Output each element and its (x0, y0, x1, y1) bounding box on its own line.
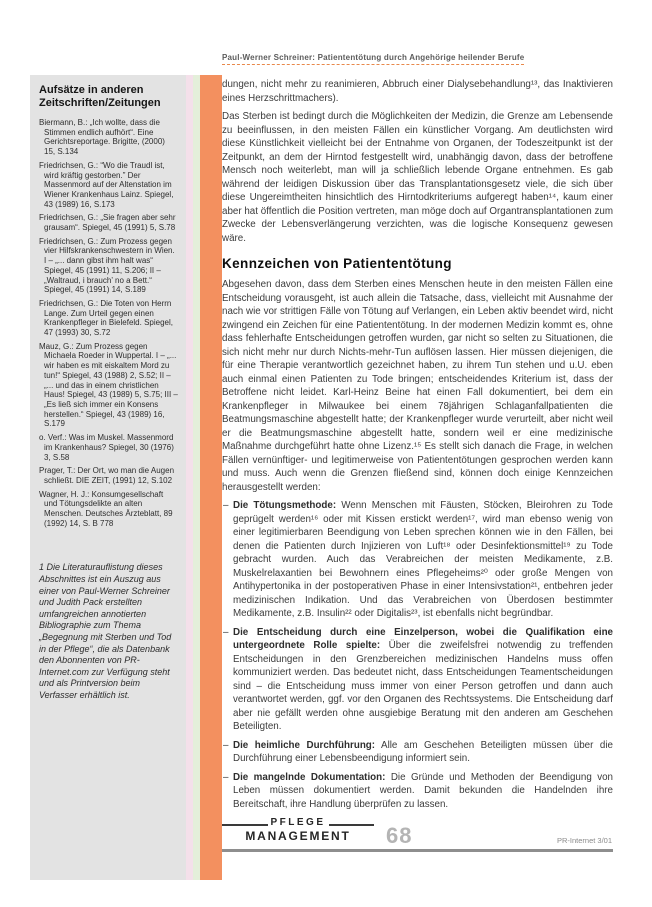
bullet-marker: – (223, 626, 229, 638)
bullet-lead: Die Tötungsmethode: (233, 500, 337, 511)
sidebar-heading: Aufsätze in anderen Zeitschriften/Zeitungen (39, 84, 161, 109)
bullet-text: Wenn Menschen mit Fäusten, Stöcken, Bleirohren zu Tode geprügelt werden¹⁶ oder mit Kissen erstickt werden¹⁷, wird man ebenso wenig von einer legitimierbaren Beendigung von Leben sprechen können wie in den Fällen, bei denen die Patienten durch Injizieren von Luft¹⁸ oder Desinfektionsmittel¹⁹ zu Tode gebracht wurden. Auch das Verabreichen der meisten Medikamente, z.B. Muskelrelaxantien bei Bewohnern eines Pflegeheims²⁰ oder große Mengen von Antihypertonika in der postoperativen Phase in einer Intensivstation²¹, entbehren jeder medizinischen Indikation. Und das Verabreichen von Überdosen bestimmter Medikamente, z.B. Insulin²² oder Digitalis²³, ist ebenfalls nicht begründbar. (233, 500, 614, 619)
bibliography-entry: Friedrichsen, G.: „Sie fragen aber sehr grausam“. Spiegel, 45 (1991) 5, S.78 (39, 213, 176, 233)
bullet-item (222, 771, 613, 812)
bullet-item (222, 626, 613, 734)
bullet-text: Die Gründe und Methoden der Beendigung von Leben müssen dokumentiert werden. Damit bekunden die Handelnden ihre Bereitschaft, ihre Handlung überprüfen zu lassen. (233, 771, 614, 810)
bibliography-entry: Friedrichsen, G.: Zum Prozess gegen vier Hilfskrankenschwestern in Wien. I – „... dann gibst ihm halt was“ Spiegel, 45 (1991) 11, S.206; II – „Waltraud, i brauch’ no a Bett.“ Spiegel, 45 (1991) 14, S.189 (39, 236, 175, 295)
sidebar-footnote: 1 Die Literaturauflistung dieses Abschnittes ist ein Auszug aus einer von Paul-Werner Schreiner und Judith Pack erstellten umfangreichen annotierten Bibliographie zum Thema „Begegnung mit Sterben und Tod in der Pflege“, die als Datenbank den Abonnenten von PR-Internet.com zur Verfügung steht und als Printversion beim Verfasser erhältlich ist. (39, 562, 172, 700)
bullet-item (222, 499, 613, 621)
bullet-marker: – (223, 739, 229, 751)
bullet-item (222, 739, 613, 766)
bibliography-entry: Mauz, G.: Zum Prozess gegen Michaela Roeder in Wuppertal. I – „... wir haben es mit eiskaltem Mord zu tun!“ Spiegel, 43 (1988) 2, S.52; II – „... und das in einem christlichen Haus! Spiegel, 43 (1989) 5, S.75; III – „Es ließ sich immer ein Konsens herstellen.“ Spiegel, 43 (1989) 16, S.179 (39, 341, 178, 429)
page-number: 68 (386, 823, 413, 848)
bullet-list (222, 499, 613, 811)
decor-strip-green (193, 75, 200, 880)
article-body (222, 78, 613, 816)
bullet-lead: Die Entscheidung durch eine Einzelperson, wobei die Qualifikation eine untergeordnete Rolle spielte: (233, 626, 613, 651)
bullet-text: Alle am Geschehen Beteiligten müssen über die Durchführung einer Lebensbeendigung informiert sein. (233, 739, 613, 764)
bibliography-entry: Prager, T.: Der Ort, wo man die Augen schließt. DIE ZEIT, (1991) 12, S.102 (39, 466, 175, 485)
logo-row-top (222, 817, 374, 828)
logo-rule-right (329, 824, 375, 826)
issue-label: PR-Internet 3/01 (556, 836, 612, 845)
paragraph-continuation: dungen, nicht mehr zu reanimieren, Abbruch einer Dialysebehandlung¹³, das Inaktivieren eines Herzschrittmachers). (222, 79, 613, 104)
footer-rule (222, 849, 613, 852)
bullet-marker: – (223, 500, 229, 511)
sidebar-bibliography (30, 75, 186, 880)
bibliography-list (39, 118, 178, 528)
paragraph-kennzeichen: Abgesehen davon, dass dem Sterben eines Menschen heute in den meisten Fällen eine Entscheidung vorausgeht, ist auch allein die Tatsache, dass, vielleicht mit Ausnahme der nach wie vor strittigen Fälle von Tötung auf Verlangen, ein Leben aktiv beendet wird, nicht zwingend ein Zeichen für eine Patiententötung. In der modernen Medizin kommt es, ohne dass fehlerhafte Entscheidungen getroffen wurden, gar nicht so selten zu Situationen, die sich nicht mehr nur durch Nichts-mehr-Tun auflösen lassen. Hier müssen diejenigen, die für eine Therapie verantwortlich gezeichnet haben, zu ihrem Tun stehen und u.U. eben auch einmal einen Patienten zu Tode bringen; entscheidendes Kriterium ist, dass der Betroffene nicht leidet. Karl-Heinz Beine hat einen Fall dokumentiert, bei dem ein Krankenpfleger in Milwaukee bei einem 78jährigen Schlaganfallpatienten die Beatmungsmaschine abgestellt hatte; der Krankenpfleger wurde verurteilt, aber nicht weil er die Beatmungsmaschine abgestellt hatte, sondern weil er eine medizinische Maßnahme durchgeführt hatte ohne Lizenz.¹⁵ Es stellt sich danach die Frage, in welchen Fällen vernünftiger- und legitimerweise von Patiententötungen gesprochen werden kann und muss. Auch wenn die Grenzen fließend sind, können doch einige Kennzeichen herausgestellt werden: (222, 279, 613, 493)
bibliography-entry: o. Verf.: Was im Muskel. Massenmord im Krankenhaus? Spiegel, 30 (1976) 3, S.58 (39, 433, 174, 462)
bibliography-entry: Wagner, H. J.: Konsumgesellschaft und Tötungsdelikte an alten Menschen. Deutsches Ärzteblatt, 89 (1992) 14, S. B 778 (39, 489, 173, 528)
bibliography-entry: Biermann, B.: „Ich wollte, dass die Stimmen endlich aufhört“. Eine Gerichtsreportage. Brigitte, (2000) 15, S.134 (39, 118, 165, 157)
running-head: Paul-Werner Schreiner: Patiententötung durch Angehörige heilender Berufe (222, 53, 524, 65)
journal-logo (222, 817, 374, 843)
section-heading: Kennzeichen von Patiententötung (222, 256, 452, 271)
logo-text-pflege: PFLEGE (270, 817, 326, 828)
bullet-text: Über die zweifelsfrei notwendig zu treffenden Entscheidungen in den Grenzbereichen medizinischen Handelns muss offen kommuniziert werden. Das bedeutet nicht, dass Entscheidungen Teamentscheidungen sind – die Entscheidung muss immer von einer Person getroffen und dann auch verantwortet werden, ggf. vor den Organen des Rechtssystems. Die Entscheidung darf aber nie gefällt werden ohne ausgiebige Beratung mit den anderen am Geschehen Beteiligten. (233, 640, 613, 732)
bullet-lead: Die heimliche Durchführung: (233, 739, 376, 751)
decor-strip-pink (186, 75, 193, 880)
logo-text-management: MANAGEMENT (245, 829, 351, 843)
bibliography-entry: Friedrichsen, G.: “Wo die Traudl ist, wird kräftig gestorben.” Der Massenmord auf der Altenstation im Wiener Krankenhaus Lainz. Spiegel, 43 (1989) 16, S.173 (39, 160, 174, 209)
bibliography-entry: Friedrichsen, G.: Die Toten von Herrn Lange. Zum Urteil gegen einen Krankenpfleger in Bielefeld. Spiegel, 47 (1993) 30, S.72 (39, 298, 173, 338)
paragraph-sterben: Das Sterben ist bedingt durch die Möglichkeiten der Medizin, die Grenze am Lebensende zu beeinflussen, in den meisten Fällen ein künstlicher Vorgang. Am deutlichsten wird diese Künstlichkeit vielleicht bei der Entnahme von Organen, der Todeszeitpunkt ist der Zeitpunkt, an dem der Hirntod festgestellt wird, unabhängig davon, dass der betroffene Mensch noch weiterlebt, man will ja schließlich lebende Organe entnehmen. Es gab während der leidigen Diskussion über das Transplantationsgesetz viele, die sich über diese Ungereimtheiten hinsichtlich des Hirntodkriteriums aufgeregt haben¹⁴, kaum einer aber hat öffentlich die Position vertreten, man möge doch auf Organtransplantationen zum Zwecke der Lebensverlängerung verzichten, was die logische Konsequenz gewesen wäre. (222, 111, 613, 244)
bullet-lead: Die mangelnde Dokumentation: (233, 771, 386, 783)
decor-bar-orange (200, 75, 222, 880)
bullet-marker: – (223, 771, 229, 783)
logo-rule-left (222, 824, 268, 826)
